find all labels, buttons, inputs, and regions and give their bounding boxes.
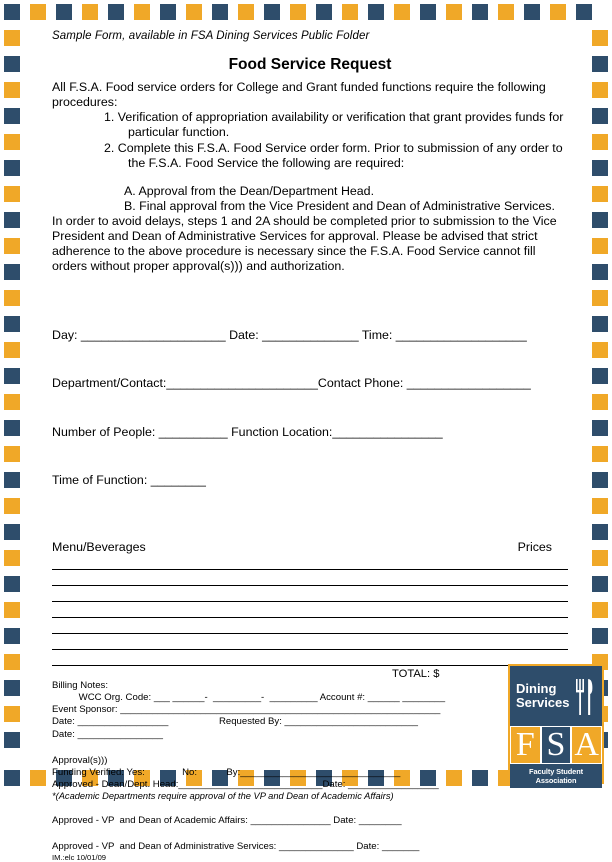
border-square-top bbox=[368, 4, 384, 20]
list-item: 1. Verification of appropriation availability or verification that grant provides funds for particular function. bbox=[104, 110, 564, 140]
field-department-contact-phone[interactable]: Department/Contact:______________________Contact Phone: __________________ bbox=[52, 376, 531, 391]
border-square-top bbox=[30, 4, 46, 20]
fsa-letter-s: S bbox=[541, 726, 572, 764]
border-square-top bbox=[134, 4, 150, 20]
border-square-left bbox=[4, 108, 20, 124]
border-square-top bbox=[160, 4, 176, 20]
dining-services-text bbox=[516, 682, 570, 710]
border-square-left bbox=[4, 82, 20, 98]
border-square-right bbox=[592, 628, 608, 644]
menu-write-in-line[interactable] bbox=[52, 633, 568, 634]
menu-write-in-line[interactable] bbox=[52, 649, 568, 650]
border-square-top bbox=[82, 4, 98, 20]
faculty-student-association-label: Faculty Student Association bbox=[510, 764, 602, 788]
page-title: Food Service Request bbox=[228, 56, 392, 73]
approved-vp-admin-field[interactable]: Approved - VP and Dean of Administrative Services: ______________ Date: _______ bbox=[52, 840, 420, 852]
menu-write-in-line[interactable] bbox=[52, 585, 568, 586]
border-square-right bbox=[592, 472, 608, 488]
border-square-left bbox=[4, 368, 20, 384]
border-square-top bbox=[576, 4, 592, 20]
academic-departments-note: *(Academic Departments require approval of the VP and Dean of Academic Affairs) bbox=[52, 790, 394, 801]
billing-date-requested-field[interactable]: Date: _________________ Requested By: _________________________ bbox=[52, 716, 418, 728]
border-square-left bbox=[4, 498, 20, 514]
border-square-left bbox=[4, 56, 20, 72]
menu-rule-lines bbox=[52, 569, 568, 666]
numbered-list bbox=[52, 110, 568, 171]
border-square-right bbox=[592, 82, 608, 98]
list-item: 2. Complete this F.S.A. Food Service order form. Prior to submission of any order to the F.S.A. Food Service the following are required: bbox=[104, 140, 563, 170]
border-square-right bbox=[592, 576, 608, 592]
border-square-right bbox=[592, 524, 608, 540]
vp-spacer-1 bbox=[52, 801, 568, 815]
border-square-left bbox=[4, 394, 20, 410]
border-square-top bbox=[316, 4, 332, 20]
menu-spacer bbox=[52, 520, 568, 540]
field-people-location[interactable]: Number of People: __________ Function Location:________________ bbox=[52, 424, 443, 439]
border-square-top bbox=[446, 4, 462, 20]
border-square-top bbox=[238, 4, 254, 20]
border-square-left bbox=[4, 472, 20, 488]
menu-write-in-line[interactable] bbox=[52, 617, 568, 618]
list-item: B. Final approval from the Vice President and Dean of Administrative Services. bbox=[124, 198, 555, 213]
border-square-left bbox=[4, 160, 20, 176]
billing-event-sponsor-field[interactable]: Event Sponsor: ____________________________________________________________ bbox=[52, 704, 441, 716]
border-square-left bbox=[4, 238, 20, 254]
border-square-top bbox=[394, 4, 410, 20]
border-square-right bbox=[592, 602, 608, 618]
border-square-top bbox=[108, 4, 124, 20]
border-square-top bbox=[472, 4, 488, 20]
menu-write-in-line[interactable] bbox=[52, 601, 568, 602]
menu-section-header bbox=[52, 540, 568, 554]
funding-verified-field[interactable]: Funding Verified: Yes: No: By:______________________________ bbox=[52, 766, 401, 778]
dining-services-banner bbox=[510, 666, 602, 726]
border-square-top bbox=[290, 4, 306, 20]
intro-paragraph: All F.S.A. Food service orders for College and Grant funded functions require the following procedures: bbox=[52, 80, 546, 110]
border-square-right bbox=[592, 56, 608, 72]
border-square-top bbox=[56, 4, 72, 20]
border-square-top bbox=[342, 4, 358, 20]
fsa-letter-f: F bbox=[510, 726, 541, 764]
border-square-right bbox=[592, 550, 608, 566]
border-square-left bbox=[4, 290, 20, 306]
border-square-right bbox=[592, 394, 608, 410]
vp-spacer-2 bbox=[52, 827, 568, 841]
border-square-right bbox=[592, 316, 608, 332]
border-square-left bbox=[4, 576, 20, 592]
border-square-right bbox=[592, 30, 608, 46]
border-square-top bbox=[420, 4, 436, 20]
border-square-left bbox=[4, 212, 20, 228]
border-square-right bbox=[592, 368, 608, 384]
fsa-dining-services-logo bbox=[508, 664, 604, 784]
border-square-left bbox=[4, 316, 20, 332]
border-square-left bbox=[4, 628, 20, 644]
fsa-letters bbox=[510, 726, 602, 764]
billing-date-field[interactable]: Date: ________________ bbox=[52, 728, 163, 740]
border-square-right bbox=[592, 238, 608, 254]
closing-paragraph: In order to avoid delays, steps 1 and 2A should be completed prior to submission to the Vice President and Dean of Administrative Services for approval. Please be advised that strict adherence to the above procedure is necessary since the F.S.A. Food Service cannot fill orders without proper approval(s))) and authorization. bbox=[52, 214, 557, 274]
billing-notes-heading: Billing Notes: bbox=[52, 680, 108, 692]
approved-dean-field[interactable]: Approved - Dean/Dept. Head:___________________________Date: _________________ bbox=[52, 778, 439, 790]
border-square-top bbox=[186, 4, 202, 20]
border-square-left bbox=[4, 446, 20, 462]
fork-and-knife-icon bbox=[575, 679, 595, 715]
form-field-block bbox=[52, 295, 568, 521]
border-square-right bbox=[592, 160, 608, 176]
border-square-left bbox=[4, 732, 20, 748]
menu-write-in-line[interactable] bbox=[52, 665, 568, 666]
fsa-letter-a: A bbox=[571, 726, 602, 764]
fields-spacer bbox=[52, 275, 568, 295]
border-square-top bbox=[264, 4, 280, 20]
sample-form-note: Sample Form, available in FSA Dining Services Public Folder bbox=[52, 30, 370, 42]
border-square-right bbox=[592, 446, 608, 462]
list-spacer bbox=[52, 171, 568, 184]
border-square-bottom bbox=[30, 770, 46, 786]
border-square-right bbox=[592, 264, 608, 280]
border-square-bottom bbox=[4, 770, 20, 786]
border-square-left bbox=[4, 706, 20, 722]
border-square-right bbox=[592, 290, 608, 306]
border-square-left bbox=[4, 654, 20, 670]
approvals-heading: Approval(s))) bbox=[52, 754, 108, 766]
field-time-of-function[interactable]: Time of Function: ________ bbox=[52, 472, 206, 487]
border-square-right bbox=[592, 212, 608, 228]
approved-vp-academic-field[interactable]: Approved - VP and Dean of Academic Affairs: _______________ Date: ________ bbox=[52, 814, 402, 826]
border-square-top bbox=[524, 4, 540, 20]
total-label: TOTAL: $ bbox=[392, 668, 440, 681]
border-square-right bbox=[592, 134, 608, 150]
lettered-list bbox=[52, 184, 568, 214]
border-square-left bbox=[4, 524, 20, 540]
border-square-left bbox=[4, 680, 20, 696]
border-square-left bbox=[4, 602, 20, 618]
document-footer-code: IM.:elc 10/01/09 bbox=[52, 853, 107, 862]
border-square-left bbox=[4, 186, 20, 202]
border-square-right bbox=[592, 420, 608, 436]
border-square-top bbox=[212, 4, 228, 20]
border-square-left bbox=[4, 420, 20, 436]
logo-line-dining: Dining bbox=[516, 681, 557, 697]
logo-line-services: Services bbox=[516, 695, 570, 710]
billing-org-code-field[interactable]: WCC Org. Code: ___ ______- _________- _________ Account #: ______ ________ bbox=[52, 692, 446, 704]
border-square-right bbox=[592, 108, 608, 124]
border-square-top bbox=[550, 4, 566, 20]
field-day-date-time[interactable]: Day: _____________________ Date: ______________ Time: ___________________ bbox=[52, 327, 527, 342]
border-square-left bbox=[4, 342, 20, 358]
border-square-right bbox=[592, 498, 608, 514]
border-square-left bbox=[4, 30, 20, 46]
document-body bbox=[52, 30, 568, 862]
menu-beverages-label: Menu/Beverages bbox=[52, 540, 146, 555]
border-square-left bbox=[4, 264, 20, 280]
border-square-right bbox=[592, 186, 608, 202]
menu-write-in-line[interactable] bbox=[52, 569, 568, 570]
border-square-left bbox=[4, 550, 20, 566]
approvals-spacer bbox=[52, 741, 568, 755]
border-square-top bbox=[498, 4, 514, 20]
border-square-top bbox=[4, 4, 20, 20]
prices-label: Prices bbox=[517, 540, 552, 555]
list-item: A. Approval from the Dean/Department Head. bbox=[124, 183, 375, 198]
border-square-right bbox=[592, 342, 608, 358]
border-square-left bbox=[4, 134, 20, 150]
